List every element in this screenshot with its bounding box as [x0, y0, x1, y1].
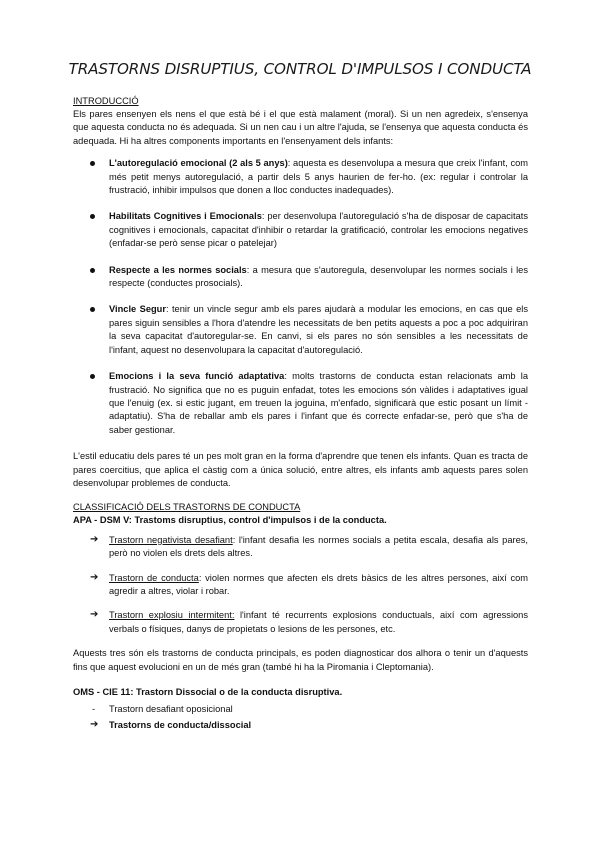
item-term: Trastorn de conducta	[109, 572, 199, 583]
item-term: Vincle Segur	[109, 304, 166, 315]
list-item	[73, 719, 528, 732]
arrow-right-icon: ➔	[90, 533, 99, 545]
item-text: : tenir un vincle segur amb els pares ajudarà a modular les emocions, en cas que els pares siguin sensibles a l'hora d'atendre les necessitats de ben petits aquests a poc a poc adquiriran la seva capacitat d'autoregular-se. En canvi, si els pares no són sensibles a les necessitats de l'infant, aquest no desenvolupara la capacitat d'autoregulació.	[109, 304, 528, 355]
arrow-right-icon: ➔	[90, 609, 99, 621]
arrow-right-icon: ➔	[90, 718, 99, 730]
bullet-dot-icon	[90, 374, 95, 379]
item-term: Respecte a les normes socials	[109, 264, 247, 275]
intro-paragraph: Els pares ensenyen els nens el que està bé i el que està malament (moral). Si un nen agredeix, s'ensenya que aquesta conducta no és adequada. Si un nen cau i un altre l'ajuda, se l'ensenya que aquesta conducta és adequada. Hi ha altres components importants en l'ensenyament dels infants:	[73, 109, 528, 146]
item-term: Habilitats Cognitives i Emocionals	[109, 211, 262, 222]
item-text: : per desenvolupa l'autoregulació s'ha de disposar de capacitats cognitives i emocionals, capacitat d'inhibir o retardar la gratificació, controlar les emocions negatives (enfadar-se però sense picar o patelejar)	[109, 211, 528, 249]
bullet-dot-icon	[90, 161, 95, 166]
list-item	[73, 210, 528, 250]
item-term: Emocions i la seva funció adaptativa	[109, 371, 285, 382]
item-text: : a mesura que s'autoregula, desenvolupar les normes socials i les respecte (conductes prosocials).	[109, 264, 528, 289]
list-item	[73, 303, 528, 357]
oms-list	[73, 703, 528, 732]
apa-list	[73, 534, 528, 636]
intro-closing: L'estil educatiu dels pares té un pes molt gran en la forma d'aprendre que tenen els infants. Quan es tracta de pares coercitius, que aplica el càstig com a única solució, entre altres, els infants amb aquests pares solen desenvolupar problemes de conducta.	[73, 451, 528, 488]
item-text: l'infant té recurrents explosions conductuals, així com agressions verbals o físiques, danys de propietats o lesions de les persones, etc.	[109, 610, 529, 634]
document-title: TRASTORNS DISRUPTIUS, CONTROL D'IMPULSOS I CONDUCTA	[68, 60, 532, 78]
dash-marker: -	[92, 704, 96, 715]
bullet-dot-icon	[90, 214, 95, 219]
intro-heading: INTRODUCCIÓ	[73, 96, 139, 106]
document-body	[73, 96, 528, 734]
item-text: : molts trastorns de conducta estan relacionats amb la frustració. No significa que no es puguin enfadat, totes les emocions són vàlides i adaptatives igual que l'enuig (ex. si estic jugant, em treuen la joguina, m'enfado, significarà que estic posant un límit - adaptatiu). S'ha de reballar amb els pares i l'infant que és correcte enfadar-se, però que s'ha de saber gestionar.	[109, 371, 528, 435]
item-term: Trastorn negativista desafiant	[109, 534, 233, 545]
list-item	[73, 534, 528, 561]
list-item	[73, 572, 528, 599]
apa-heading: APA - DSM V: Trastoms disruptius, control d'impulsos i de la conducta.	[73, 515, 387, 526]
list-item	[73, 609, 528, 636]
bullet-dot-icon	[90, 307, 95, 312]
item-text: Trastorn desafiant oposicional	[109, 704, 233, 715]
list-item	[73, 370, 528, 437]
apa-note: Aquests tres són els trastorns de conducta principals, es poden diagnosticar dos alhora o tenir un d'aquests fins que aquest evolucioni en un de més gran (també hi ha la Piromania i Cleptomania).	[73, 648, 528, 672]
item-text: : l'infant desafia les normes socials a petita escala, desafia als pares, però no violen els drets dels altres.	[109, 534, 528, 559]
oms-heading: OMS - CIE 11: Trastorn Dissocial o de la conducta disruptiva.	[73, 687, 343, 697]
item-text: : violen normes que afecten els drets bàsics de les altres persones, així com agredir a altres, violar i robar.	[109, 572, 529, 596]
list-item	[73, 703, 528, 716]
item-text: Trastorns de conducta/dissocial	[109, 719, 252, 730]
list-item	[73, 264, 528, 291]
item-term: Trastorn explosiu intermitent:	[109, 610, 235, 621]
list-item	[73, 157, 528, 197]
item-text: : aquesta es desenvolupa a mesura que creix l'infant, com més petit menys autoregulació, a partir dels 5 anys haurien de fer-ho. (ex: regular i controlar la frustració, inhibir impulsos que donen a lloc conductes inadequades).	[109, 158, 529, 196]
classification-heading: CLASSIFICACIÓ DELS TRASTORNS DE CONDUCTA	[73, 502, 301, 513]
item-term: L'autoregulació emocional (2 als 5 anys)	[109, 158, 288, 169]
arrow-right-icon: ➔	[90, 571, 99, 583]
intro-list	[73, 157, 528, 437]
bullet-dot-icon	[90, 268, 95, 273]
